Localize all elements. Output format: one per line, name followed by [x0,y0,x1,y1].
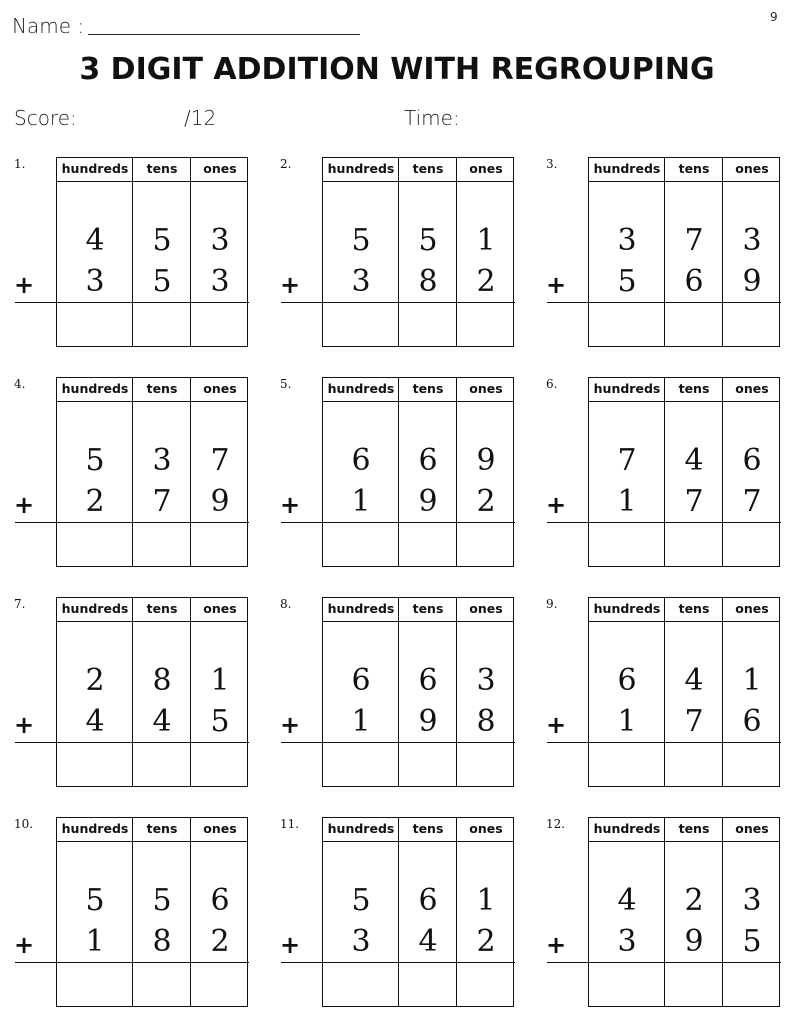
place-value-table [322,817,514,1007]
answer-box-ones[interactable] [723,524,781,566]
answer-box-hundreds[interactable] [57,744,133,786]
plus-sign: + [280,711,301,739]
answer-box-hundreds[interactable] [323,304,399,346]
place-value-table [588,377,780,567]
answer-box-ones[interactable] [191,744,249,786]
top-digit-ones: 1 [476,883,496,918]
top-digit-tens: 5 [418,223,438,258]
plus-sign: + [14,711,35,739]
bottom-digit-hundreds: 1 [617,704,637,739]
answer-box-hundreds[interactable] [57,964,133,1006]
top-digit-hundreds: 4 [85,223,105,258]
sum-line [547,742,781,743]
top-digit-tens: 7 [684,223,704,258]
sum-line [281,302,515,303]
column-header-hundreds: hundreds [61,821,129,836]
score-total: /12 [184,106,217,130]
sum-line [281,742,515,743]
problem-8 [280,597,520,789]
answer-box-hundreds[interactable] [323,964,399,1006]
problem-number: 12. [546,817,566,831]
bottom-digit-tens: 9 [418,484,438,519]
top-digit-ones: 3 [742,223,762,258]
answer-box-tens[interactable] [399,524,457,566]
answer-box-tens[interactable] [399,744,457,786]
column-header-tens: tens [146,601,178,616]
place-value-table [56,817,248,1007]
top-digit-tens: 6 [418,443,438,478]
answer-box-hundreds[interactable] [589,744,665,786]
top-digit-tens: 4 [684,443,704,478]
plus-sign: + [280,491,301,519]
problem-number: 6. [546,377,558,391]
problem-number: 11. [280,817,300,831]
top-digit-hundreds: 6 [351,663,371,698]
bottom-digit-tens: 9 [418,704,438,739]
place-value-table [588,157,780,347]
column-header-tens: tens [678,601,710,616]
plus-sign: + [546,931,567,959]
column-header-hundreds: hundreds [593,601,661,616]
top-digit-hundreds: 4 [617,883,637,918]
answer-box-ones[interactable] [191,964,249,1006]
plus-sign: + [546,491,567,519]
bottom-digit-hundreds: 4 [85,704,105,739]
top-digit-ones: 3 [742,883,762,918]
answer-box-hundreds[interactable] [589,304,665,346]
answer-box-tens[interactable] [133,524,191,566]
bottom-digit-ones: 5 [210,704,230,739]
bottom-digit-hundreds: 1 [351,704,371,739]
top-digit-ones: 3 [476,663,496,698]
column-header-ones: ones [203,381,237,396]
column-header-tens: tens [412,381,444,396]
answer-box-tens[interactable] [665,744,723,786]
column-header-tens: tens [412,821,444,836]
problem-11 [280,817,520,1009]
bottom-digit-tens: 9 [684,924,704,959]
problem-7 [14,597,254,789]
column-header-ones: ones [203,821,237,836]
answer-box-ones[interactable] [457,964,515,1006]
top-digit-tens: 6 [418,883,438,918]
bottom-digit-tens: 8 [418,264,438,299]
sum-line [547,962,781,963]
top-digit-ones: 6 [742,443,762,478]
top-digit-tens: 5 [152,883,172,918]
answer-box-tens[interactable] [665,304,723,346]
sum-line [15,522,249,523]
column-header-ones: ones [469,161,503,176]
answer-box-hundreds[interactable] [57,304,133,346]
top-digit-hundreds: 6 [617,663,637,698]
column-header-ones: ones [735,381,769,396]
plus-sign: + [14,271,35,299]
answer-box-tens[interactable] [399,304,457,346]
top-digit-hundreds: 5 [351,883,371,918]
sum-line [281,522,515,523]
plus-sign: + [14,931,35,959]
place-value-table [322,157,514,347]
sum-line [281,962,515,963]
bottom-digit-ones: 5 [742,924,762,959]
time-label: Time: [404,106,460,130]
column-header-tens: tens [678,161,710,176]
answer-box-ones[interactable] [191,304,249,346]
problem-number: 10. [14,817,34,831]
top-digit-ones: 1 [210,663,230,698]
answer-box-ones[interactable] [191,524,249,566]
plus-sign: + [280,271,301,299]
answer-box-ones[interactable] [457,744,515,786]
plus-sign: + [14,491,35,519]
top-digit-hundreds: 7 [617,443,637,478]
top-digit-ones: 1 [742,663,762,698]
score-label: Score: [14,106,77,130]
bottom-digit-ones: 2 [476,484,496,519]
column-header-tens: tens [412,161,444,176]
sum-line [15,302,249,303]
problem-10 [14,817,254,1009]
problem-number: 5. [280,377,292,391]
bottom-digit-ones: 9 [742,264,762,299]
sum-line [547,522,781,523]
problem-number: 9. [546,597,558,611]
plus-sign: + [546,711,567,739]
answer-box-tens[interactable] [665,964,723,1006]
answer-box-tens[interactable] [133,964,191,1006]
bottom-digit-tens: 4 [152,704,172,739]
name-label: Name : [12,14,85,38]
top-digit-ones: 6 [210,883,230,918]
bottom-digit-ones: 2 [210,924,230,959]
top-digit-hundreds: 2 [85,663,105,698]
problem-number: 2. [280,157,292,171]
top-digit-hundreds: 5 [85,883,105,918]
place-value-table [322,377,514,567]
column-header-ones: ones [735,821,769,836]
problem-number: 7. [14,597,26,611]
bottom-digit-tens: 7 [152,484,172,519]
bottom-digit-ones: 6 [742,704,762,739]
answer-box-ones[interactable] [723,744,781,786]
column-header-hundreds: hundreds [61,601,129,616]
bottom-digit-hundreds: 3 [85,264,105,299]
problem-1 [14,157,254,349]
column-header-tens: tens [678,821,710,836]
problem-9 [546,597,786,789]
place-value-table [588,597,780,787]
column-header-ones: ones [735,601,769,616]
bottom-digit-hundreds: 1 [85,924,105,959]
answer-box-ones[interactable] [723,964,781,1006]
column-header-ones: ones [203,161,237,176]
answer-box-hundreds[interactable] [57,524,133,566]
sum-line [15,742,249,743]
bottom-digit-hundreds: 1 [351,484,371,519]
answer-box-ones[interactable] [457,304,515,346]
top-digit-hundreds: 3 [617,223,637,258]
column-header-ones: ones [469,381,503,396]
top-digit-hundreds: 5 [85,443,105,478]
problem-6 [546,377,786,569]
column-header-hundreds: hundreds [593,381,661,396]
answer-box-tens[interactable] [133,304,191,346]
problem-number: 8. [280,597,292,611]
problem-number: 4. [14,377,26,391]
bottom-digit-ones: 8 [476,704,496,739]
place-value-table [56,597,248,787]
bottom-digit-tens: 7 [684,704,704,739]
sum-line [547,302,781,303]
top-digit-tens: 3 [152,443,172,478]
top-digit-ones: 9 [476,443,496,478]
top-digit-tens: 8 [152,663,172,698]
column-header-ones: ones [469,821,503,836]
column-header-tens: tens [412,601,444,616]
bottom-digit-hundreds: 3 [351,924,371,959]
place-value-table [56,157,248,347]
answer-box-hundreds[interactable] [589,524,665,566]
plus-sign: + [280,931,301,959]
column-header-hundreds: hundreds [61,161,129,176]
bottom-digit-ones: 2 [476,924,496,959]
bottom-digit-hundreds: 3 [617,924,637,959]
column-header-hundreds: hundreds [327,381,395,396]
bottom-digit-ones: 3 [210,264,230,299]
column-header-tens: tens [146,161,178,176]
answer-box-tens[interactable] [399,964,457,1006]
column-header-ones: ones [735,161,769,176]
top-digit-tens: 2 [684,883,704,918]
bottom-digit-hundreds: 2 [85,484,105,519]
top-digit-ones: 1 [476,223,496,258]
column-header-hundreds: hundreds [327,161,395,176]
column-header-hundreds: hundreds [327,601,395,616]
bottom-digit-hundreds: 1 [617,484,637,519]
problem-12 [546,817,786,1009]
top-digit-ones: 3 [210,223,230,258]
answer-box-ones[interactable] [723,304,781,346]
column-header-tens: tens [146,821,178,836]
problem-3 [546,157,786,349]
bottom-digit-tens: 6 [684,264,704,299]
bottom-digit-hundreds: 3 [351,264,371,299]
place-value-table [56,377,248,567]
column-header-hundreds: hundreds [593,161,661,176]
bottom-digit-hundreds: 5 [617,264,637,299]
problem-4 [14,377,254,569]
top-digit-hundreds: 5 [351,223,371,258]
column-header-ones: ones [203,601,237,616]
column-header-hundreds: hundreds [327,821,395,836]
worksheet-title: 3 DIGIT ADDITION WITH REGROUPING [79,52,715,87]
place-value-table [322,597,514,787]
top-digit-ones: 7 [210,443,230,478]
top-digit-hundreds: 6 [351,443,371,478]
sum-line [15,962,249,963]
problem-number: 1. [14,157,26,171]
column-header-hundreds: hundreds [593,821,661,836]
name-line[interactable] [88,34,360,35]
top-digit-tens: 6 [418,663,438,698]
page-number: 9 [770,10,778,24]
top-digit-tens: 5 [152,223,172,258]
bottom-digit-ones: 2 [476,264,496,299]
bottom-digit-ones: 7 [742,484,762,519]
top-digit-tens: 4 [684,663,704,698]
answer-box-tens[interactable] [133,744,191,786]
answer-box-hundreds[interactable] [323,744,399,786]
bottom-digit-tens: 5 [152,264,172,299]
column-header-tens: tens [678,381,710,396]
column-header-tens: tens [146,381,178,396]
answer-box-hundreds[interactable] [323,524,399,566]
answer-box-tens[interactable] [665,524,723,566]
answer-box-hundreds[interactable] [589,964,665,1006]
problem-2 [280,157,520,349]
answer-box-ones[interactable] [457,524,515,566]
column-header-ones: ones [469,601,503,616]
column-header-hundreds: hundreds [61,381,129,396]
place-value-table [588,817,780,1007]
bottom-digit-tens: 4 [418,924,438,959]
bottom-digit-tens: 8 [152,924,172,959]
problem-5 [280,377,520,569]
problem-number: 3. [546,157,558,171]
plus-sign: + [546,271,567,299]
bottom-digit-ones: 9 [210,484,230,519]
bottom-digit-tens: 7 [684,484,704,519]
